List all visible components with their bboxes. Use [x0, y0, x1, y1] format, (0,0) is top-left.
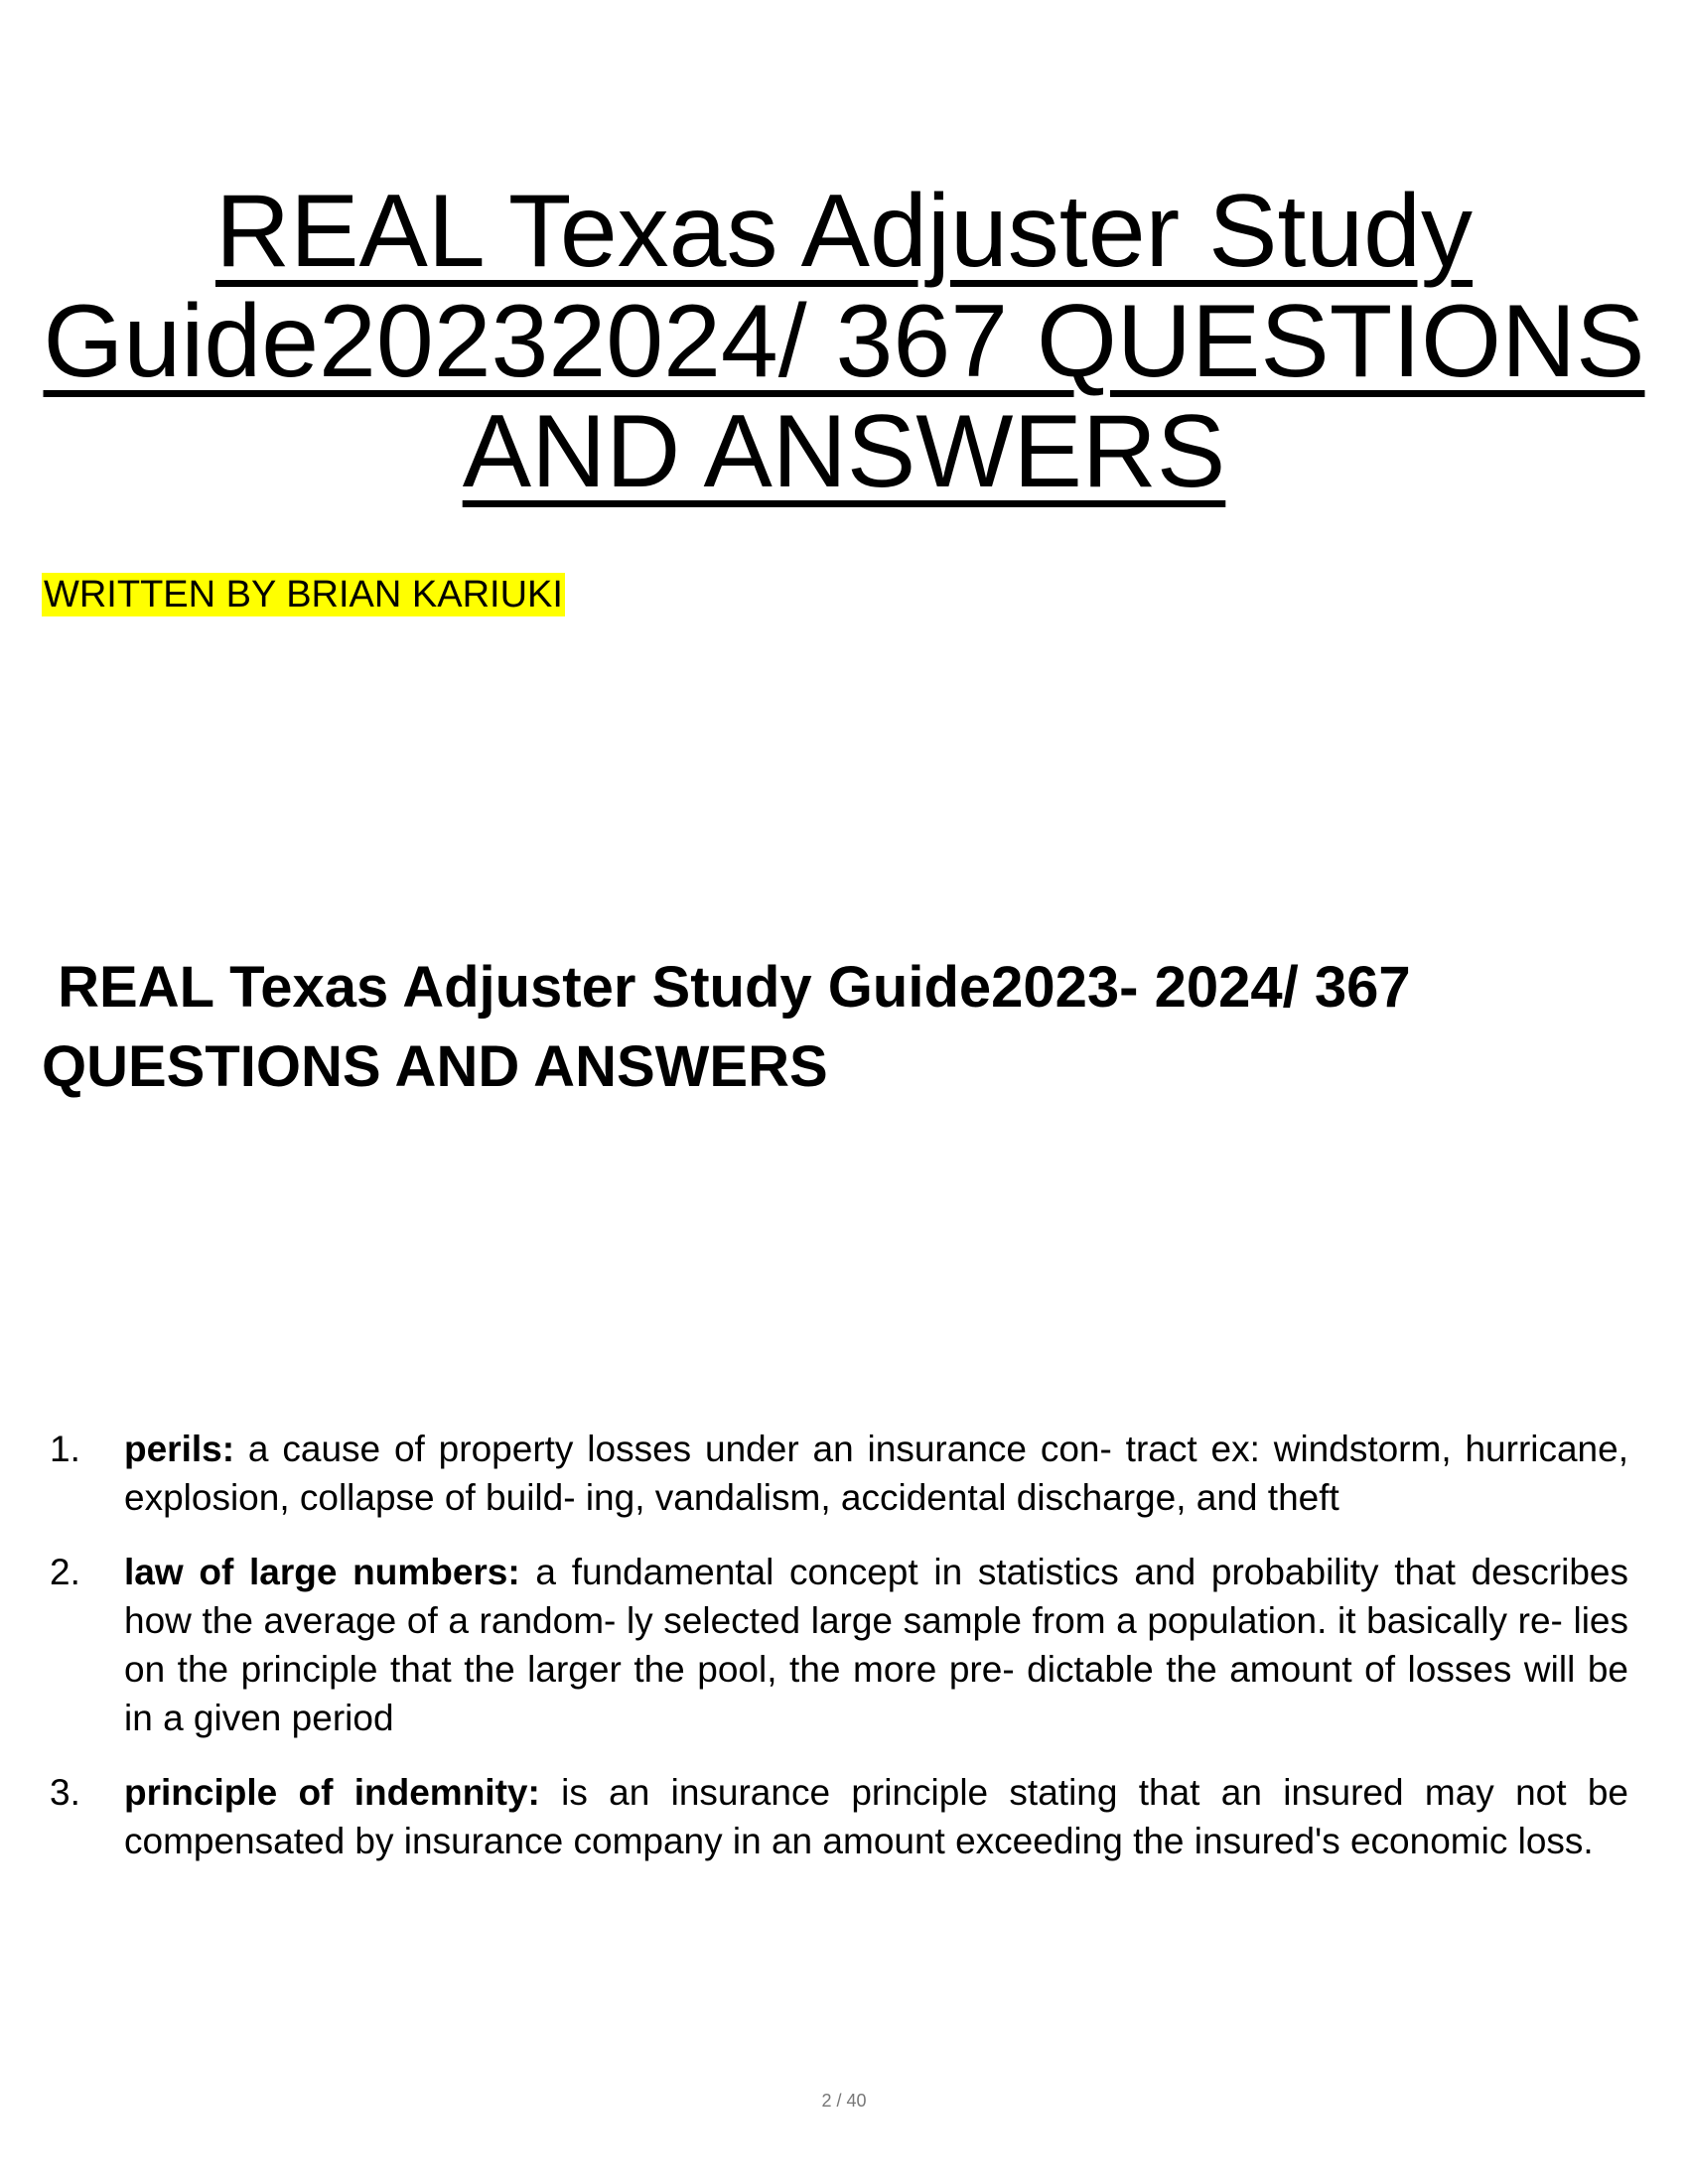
item-number: 2. — [50, 1552, 80, 1592]
item-term: principle of indemnity: — [124, 1772, 540, 1813]
title-line-2: Guide20232024/ 367 QUESTIONS — [43, 284, 1645, 399]
question-list — [50, 1425, 1628, 1891]
page-indicator: 2 / 40 — [821, 2091, 867, 2111]
item-definition: a cause of property losses under an insurance con- tract ex: windstorm, hurricane, explosion, collapse of build- ing, vandalism, accidental discharge, and theft — [124, 1429, 1628, 1518]
section-heading — [42, 948, 1650, 1107]
list-item — [50, 1548, 1628, 1742]
section-heading-text: REAL Texas Adjuster Study Guide2023- 2024/ 367 QUESTIONS AND ANSWERS — [42, 955, 1411, 1099]
item-term: perils: — [124, 1429, 235, 1469]
author-byline: WRITTEN BY BRIAN KARIUKI — [44, 574, 563, 615]
document-title — [0, 174, 1688, 509]
title-line-1: REAL Texas Adjuster Study — [214, 174, 1474, 289]
item-number: 3. — [50, 1772, 80, 1813]
item-definition: a fundamental concept in statistics and probability that describes how the average of a random- ly selected large sample from a population. it basically re- lies on the principle that the larger the pool, the more pre- dictable the amount of losses will be in a given period — [124, 1552, 1629, 1738]
item-number: 1. — [50, 1429, 80, 1469]
title-line-3: AND ANSWERS — [462, 394, 1226, 509]
item-term: law of large numbers: — [124, 1552, 520, 1592]
list-item — [50, 1425, 1628, 1522]
item-definition: is an insurance principle stating that an insured may not be compensated by insurance company in an amount exceeding the insured's economic loss. — [124, 1772, 1628, 1861]
list-item — [50, 1768, 1628, 1865]
